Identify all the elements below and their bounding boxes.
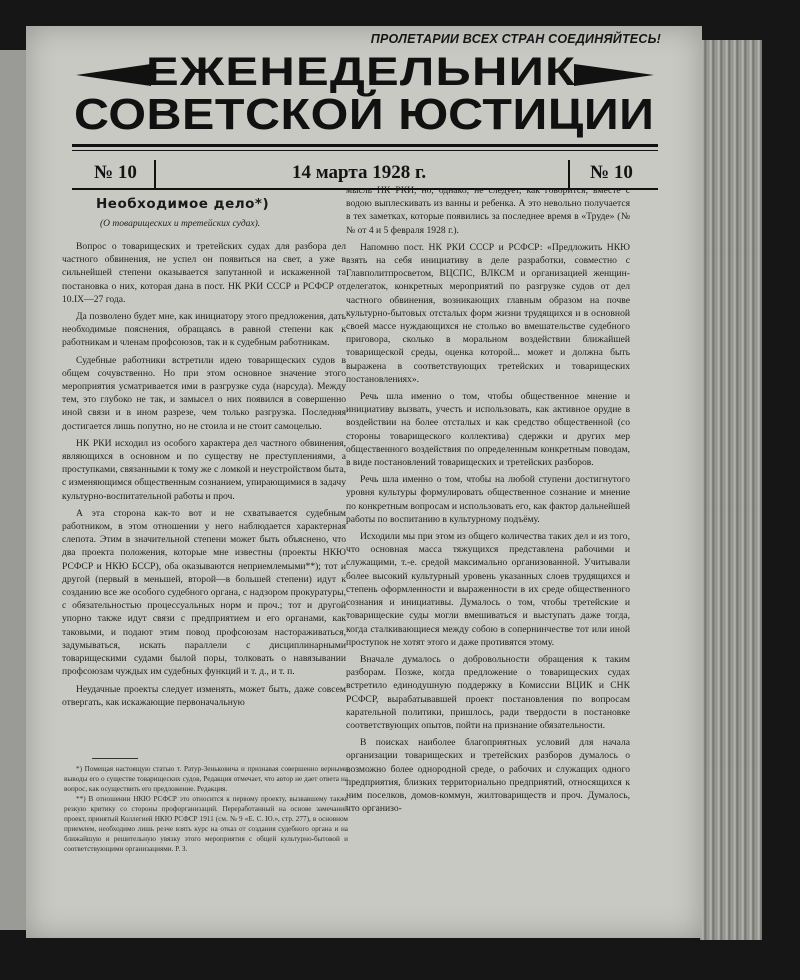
footnote: **) В отношении НКЮ РСФСР это относится к первому проекту, вызвавшему также резкую критику со стороны профорганизаций. Переработанный на основе замечаний проект, принятый Коллегией НКЮ РСФСР 1911 (см. № 9 «Е. С. Ю.», стр. 277), в основном приемлем, необходимо лишь резче взять курс на отказ от создания судебного органа и на ближайшую и решительную увязку этого мероприятия с общей культурно-бытовой и соответствующими организациями. Р. З. bbox=[64, 795, 348, 853]
paragraph: Вопрос о товарищеских и третейских судах для разбора дел частного обвинения, не успел он появиться на свет, а уже в сильнейшей степени оказывается запутанной и искаженной та постановка о них, которая дана в пост. НК РКИ СССР и РСФСР от 10.IX—27 года. bbox=[62, 241, 346, 305]
paragraph: А эта сторона как-то вот и не схватывается судебным работником, в этом отношении у него наблюдается характерная слепота. Этим в значительной степени может быть объяснено, что два проекта положения, которые мне известны (проекты НКЮ РСФСР и НКЮ БССР), оба оказываются неприемлемыми**); тот и другой (первый в меньшей, второй—в большей степени) идут к созданию все же особого судебного органа, с надзором прокуратуры, с обязательностью процессуальных норм и проч.; тот и другой упорно также идут связи с предприятием и его органами, как таковыми, и подают этим повод профсоюзам настораживаться, задумываться, искать параллели с дисциплинарными товарищескими судами былой поры, толковать о навязывании профсоюзам чуждых им судебных функций и т. д., и т. п. bbox=[62, 507, 346, 678]
article-title: Необходимое дело*) bbox=[96, 196, 270, 212]
paragraph: Речь шла именно о том, чтобы на любой ступени достигнутого уровня культуры формулировать общественное сознание и мнение по конкретным вопросам и использовать его, как фактор дальнейшей работы по воспитанию в культурному подъёму. bbox=[346, 474, 630, 525]
issue-row-divider bbox=[154, 160, 156, 188]
issue-number-left: № 10 bbox=[94, 162, 137, 183]
footnotes bbox=[64, 764, 348, 854]
article-column-right bbox=[346, 184, 630, 815]
masthead-title-line1: ЕЖЕНЕДЕЛЬНИК bbox=[146, 50, 577, 94]
paragraph: мысль НК РКИ, но, однако, не следует, как говорится, вместе с водою выплескивать из ванны и ребенка. А это невольно получается в тех заметках, которые появились за последнее время в «Труде» (№№ от 4 и 5 февраля 1928 г.). bbox=[346, 185, 630, 236]
masthead-rule-thin bbox=[72, 150, 658, 151]
masthead-title-line2: СОВЕТСКОЙ ЮСТИЦИИ bbox=[74, 90, 655, 139]
paragraph: Исходили мы при этом из общего количества таких дел и из того, что основная масса тяжущихся представлена рабочими и служащими, т.-е. средой максимально организованной. Учитывали более высокий культурный уровень указанных слоев трудящихся и степень оформленности и выраженности в их среде общественного сознания и инициативы. Думалось о том, чтобы третейские и товарищеские суды могли вмешиваться и выступать даже тогда, когда сталкивающиеся между собою в сопернинчестве тот или иной проступок не хотят этого и даже противятся этому. bbox=[346, 531, 630, 648]
paragraph: Вначале думалось о добровольности обращения к таким разборам. Позже, когда предложение о товарищеских судах встретило единодушную поддержку в Комиссии ВЦИК и СНК РСФСР, вырабатывавшей проект постановления по вопросам карательной политики, пришлось, ради твердости в постановке соответствующих опытов, пойти на признание обязательности. bbox=[346, 653, 630, 731]
paragraph: В поисках наиболее благоприятных условий для начала организации товарищеских и третейских разборов думалось о возможно более однородной среде, о рабочих и служащих одного предприятия, близких территориально предприятий, относящихся к ним поселков, домов-коммун, жилтовариществ и проч. Думалось, что организо- bbox=[346, 737, 630, 815]
motto: ПРОЛЕТАРИИ ВСЕХ СТРАН СОЕДИНЯЙТЕСЬ! bbox=[370, 32, 661, 46]
paragraph: Напомню пост. НК РКИ СССР и РСФСР: «Предложить НКЮ взять на себя инициативу в деле разработки, совместно с Главполитпросветом, ВЦСПС, ВЛКСМ и организацией женщин-делегаток, конкретных мероприятий по разгрузке судов от дел частного обвинения, возникающих главным образом на почве культурно-бытовых отсталых форм жизни трудящихся и в основной своей массе нуждающихся не столько во вмешательстве судебного приговора, сколько в моральном воздействии ближайшей товарищеской среды, оценка которой... может и должна быть выражена в соответствующих третейских и товарищеских постановлениях». bbox=[346, 241, 630, 385]
paragraph: Судебные работники встретили идею товарищеских судов в общем сочувственно. Но при этом основное значение этого мероприятия усматривается ими в разгрузке суда (нарсуда). Между тем, это глубоко не так, и замысел о них появился в совершенно иной связи и в ином разрезе, чем только разгрузка. Последняя достигается лишь попутно, но не стоила и не стоит самоцелью. bbox=[62, 354, 346, 432]
paragraph: Да позволено будет мне, как инициатору этого предложения, дать необходимые пояснения, обращаясь в равной степени как к работникам и членам профсоюзов, так и к судебным работникам. bbox=[62, 311, 346, 349]
article-subtitle: (О товарищеских и третейских судах). bbox=[100, 219, 261, 229]
paragraph: Неудачные проекты следует изменять, может быть, даже совсем отвергать, как искажающие первоначальную bbox=[62, 683, 346, 708]
masthead-left-arrow bbox=[76, 64, 151, 86]
masthead-right-arrow bbox=[574, 64, 654, 86]
article-column-left bbox=[62, 240, 346, 709]
paragraph: Речь шла именно о том, чтобы общественное мнение и инициативу вызвать, учесть и использовать, как активное орудие в воздействии на более отсталых и как средство общественной (со стороны товарищеского коллектива) сдержки и других мер общественного воздействия по определенным конкретным поводам, в виде постановлений товарищеских и третейских разборов. bbox=[346, 391, 630, 469]
footnote-rule bbox=[92, 758, 138, 759]
footnote: *) Помещая настоящую статью т. Ратур-Зеньковича и признавая совершенно верными выводы его о существе товарищеских судов, Редакция отмечает, что автор не дает ответа на вопрос, как осуществить его предложение. Редакция. bbox=[64, 765, 348, 793]
bound-volume-edge bbox=[700, 40, 762, 940]
paragraph: НК РКИ исходил из особого характера дел частного обвинения, являющихся в основном и по существу не преступлениями, а проступками, связанными к тому же с ломкой и неустройством быта, с изменяющимся общественным сознанием, упирающимися в задачу культурно-воспитательной работы и проч. bbox=[62, 437, 346, 502]
issue-number-right: № 10 bbox=[590, 162, 633, 183]
issue-date: 14 марта 1928 г. bbox=[292, 162, 427, 183]
masthead-rule-top bbox=[72, 144, 658, 147]
previous-page-edge bbox=[0, 50, 26, 930]
